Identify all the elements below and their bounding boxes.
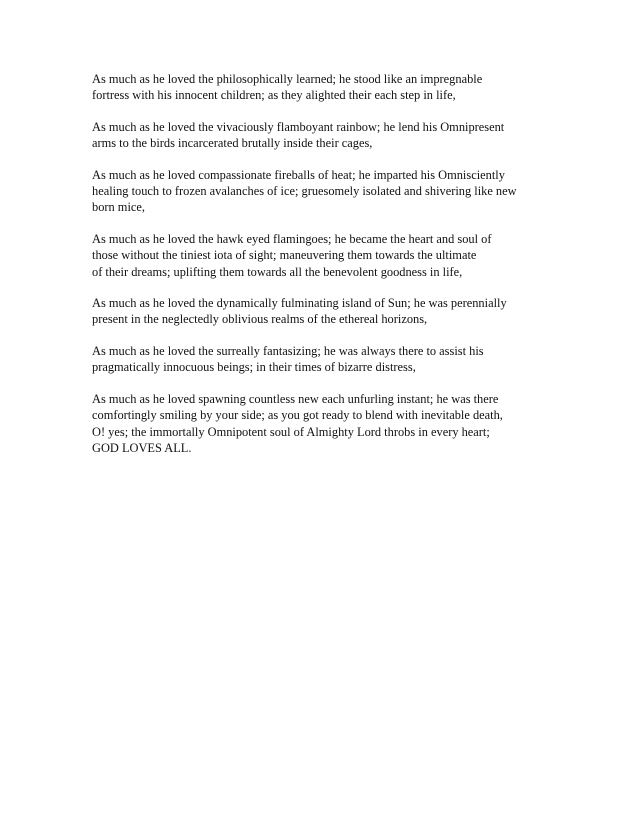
- poem-line: fortress with his innocent children; as they alighted their each step in life,: [92, 88, 456, 103]
- stanza-3: [92, 167, 562, 216]
- poem-line: born mice,: [92, 200, 145, 215]
- stanza-1: [92, 71, 562, 104]
- poem-line: As much as he loved the hawk eyed flamingoes; he became the heart and soul of: [92, 231, 492, 246]
- stanza-6: [92, 343, 562, 376]
- poem-line: As much as he loved the vivaciously flamboyant rainbow; he lend his Omnipresent: [92, 119, 505, 134]
- poem-line: As much as he loved the surreally fantasizing; he was always there to assist his: [92, 343, 484, 358]
- poem-line: comfortingly smiling by your side; as you got ready to blend with inevitable death,: [92, 408, 503, 423]
- poem-line: of their dreams; uplifting them towards all the benevolent goodness in life,: [92, 264, 463, 279]
- stanza-5: [92, 295, 562, 328]
- poem-line: arms to the birds incarcerated brutally inside their cages,: [92, 136, 373, 151]
- stanza-2: [92, 119, 562, 152]
- poem-line: those without the tiniest iota of sight; maneuvering them towards the ultimate: [92, 248, 477, 263]
- poem-line: present in the neglectedly oblivious realms of the ethereal horizons,: [92, 312, 428, 327]
- poem-line: healing touch to frozen avalanches of ice; gruesomely isolated and shivering like new: [92, 184, 517, 199]
- poem-line: As much as he loved spawning countless new each unfurling instant; he was there: [92, 391, 499, 406]
- poem-line: GOD LOVES ALL.: [92, 440, 192, 455]
- poem-line: O! yes; the immortally Omnipotent soul of Almighty Lord throbs in every heart;: [92, 424, 490, 439]
- poem-line: pragmatically innocuous beings; in their times of bizarre distress,: [92, 360, 416, 375]
- stanza-4: [92, 231, 562, 280]
- stanza-7: [92, 391, 562, 457]
- poem-body: [92, 71, 562, 471]
- poem-line: As much as he loved the philosophically learned; he stood like an impregnable: [92, 72, 483, 86]
- poem-line: As much as he loved compassionate fireballs of heat; he imparted his Omnisciently: [92, 167, 505, 182]
- poem-line: As much as he loved the dynamically fulminating island of Sun; he was perennially: [92, 296, 507, 311]
